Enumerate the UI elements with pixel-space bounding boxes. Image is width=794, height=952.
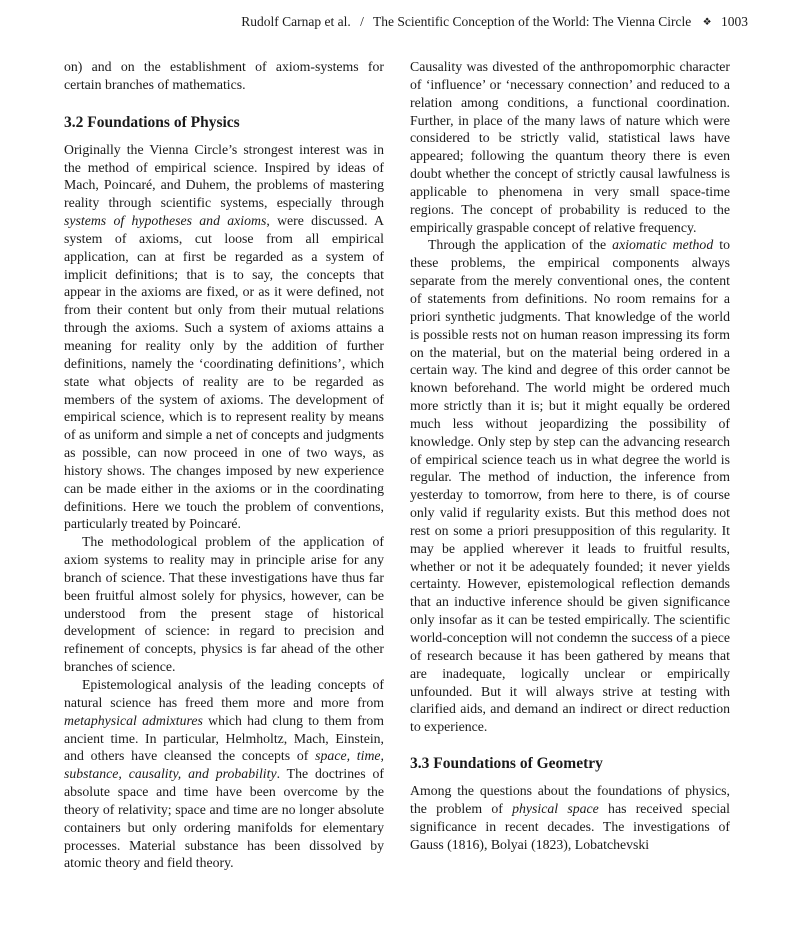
emphasis-text: metaphysical admixtures bbox=[64, 712, 203, 728]
running-header bbox=[180, 14, 748, 36]
paragraph: Among the questions about the foundations of physics, the problem of physical space has received special significance in recent decades. The investigations of Gauss (1816), Bolyai (1823), Lobatchevski bbox=[410, 783, 730, 852]
emphasis-text: systems of hypotheses and axioms bbox=[64, 213, 267, 229]
emphasis-text: space, time, substance, causality, and probability bbox=[64, 748, 384, 782]
section-heading-foundations-of-physics: 3.2 Foundations of Physics bbox=[64, 113, 240, 131]
right-column bbox=[410, 58, 730, 853]
header-separator: / bbox=[360, 14, 364, 29]
header-title: The Scientific Conception of the World: The Vienna Circle bbox=[373, 14, 692, 29]
left-column bbox=[64, 58, 384, 872]
section-heading-foundations-of-geometry: 3.3 Foundations of Geometry bbox=[410, 755, 603, 773]
paragraph-continuation: on) and on the establishment of axiom-systems for certain branches of mathematics. bbox=[64, 59, 384, 92]
paragraph: Causality was divested of the anthropomorphic character of ‘influence’ or ‘necessary connection’ and reduced to a relation among conditions, a functional coordination. Further, in place of the many laws of nature which were considered to be strictly valid, statistical laws have appeared; following the quantum theory there is even doubt whether the concept of strictly causal lawfulness is applicable to phenomena in very small space-time regions. The concept of probability is reduced to the empirically graspable concept of relative frequency. bbox=[410, 59, 730, 235]
emphasis-text: physical space bbox=[512, 800, 599, 816]
paragraph: Through the application of the axiomatic method to these problems, the empirical components always separate from the merely conventional ones, the content of statements from definitions. No room remains for a priori synthetic judgments. That knowledge of the world is possible rests not on human reason impressing its form on the material, but on the material being ordered in a certain way. The kind and degree of this order cannot be known beforehand. The world might be ordered much more strictly than it is; but it might equally be ordered much less without jeopardizing the possibility of knowledge. Only step by step can the advancing research of empirical science teach us in what degree the world is regular. The method of induction, the inference from yesterday to tomorrow, from here to there, is of course only valid if regularity exists. But this method does not rest on some a priori presupposition of this regularity. It may be applied wherever it leads to fruitful results, whether or not it be adequately founded; it never yields certainty. However, epistemological reflection demands that an inductive inference should be given significance only insofar as it can be tested empirically. The scientific world-conception will not condemn the success of a piece of research because it has been gathered by means that are inadequate, logically unclear or empirically unfounded. But it will always strive at testing with clarified aids, and demand an indirect or direct reduction to experience. bbox=[410, 237, 730, 735]
diamond-ornament-icon: ❖ bbox=[702, 17, 712, 28]
paragraph: Originally the Vienna Circle’s strongest interest was in the method of empirical science. Inspired by ideas of Mach, Poincaré, and Duhem, the problems of mastering reality through scientific systems, especially through systems of hypotheses and axioms, were discussed. A system of axioms, cut loose from all empirical application, can at first be regarded as a system of implicit definitions; that is to say, the concepts that appear in the axioms are fixed, or as it were defined, not from their content but only from their mutual relations through the axioms. Such a system of axioms attains a meaning for reality only by the addition of further definitions, namely the ‘coordinating definitions’, which state what objects of reality are to be regarded as members of the system of axioms. The development of empirical science, which is to represent reality by means of as uniform and simple a net of concepts and judgments as possible, can now proceed in one of two ways, as history shows. The changes imposed by new experience can be made either in the axioms or in the coordinating definitions. Here we touch the problem of conventions, particularly treated by Poincaré. bbox=[64, 141, 385, 532]
paragraph: The methodological problem of the application of axiom systems to reality may in principle arise for any branch of science. That these investigations have thus far been fruitful almost solely for physics, however, can be understood from the present stage of historical development of science: in regard to precision and refinement of concepts, physics is far ahead of the other branches of science. bbox=[64, 534, 384, 675]
emphasis-text: axiomatic method bbox=[612, 237, 714, 253]
paragraph: Epistemological analysis of the leading concepts of natural science has freed them more and more from metaphysical admixtures which had clung to them from ancient time. In particular, Helmholtz, Mach, Einstein, and others have cleansed the concepts of space, time, substance, causality, and probability. The doctrines of absolute space and time have been overcome by the theory of relativity; space and time are no longer absolute containers but only ordering manifolds for elementary processes. Material substance has been dissolved by atomic theory and field theory. bbox=[64, 677, 385, 871]
page-number: 1003 bbox=[721, 14, 748, 29]
header-authors: Rudolf Carnap et al. bbox=[241, 14, 351, 29]
